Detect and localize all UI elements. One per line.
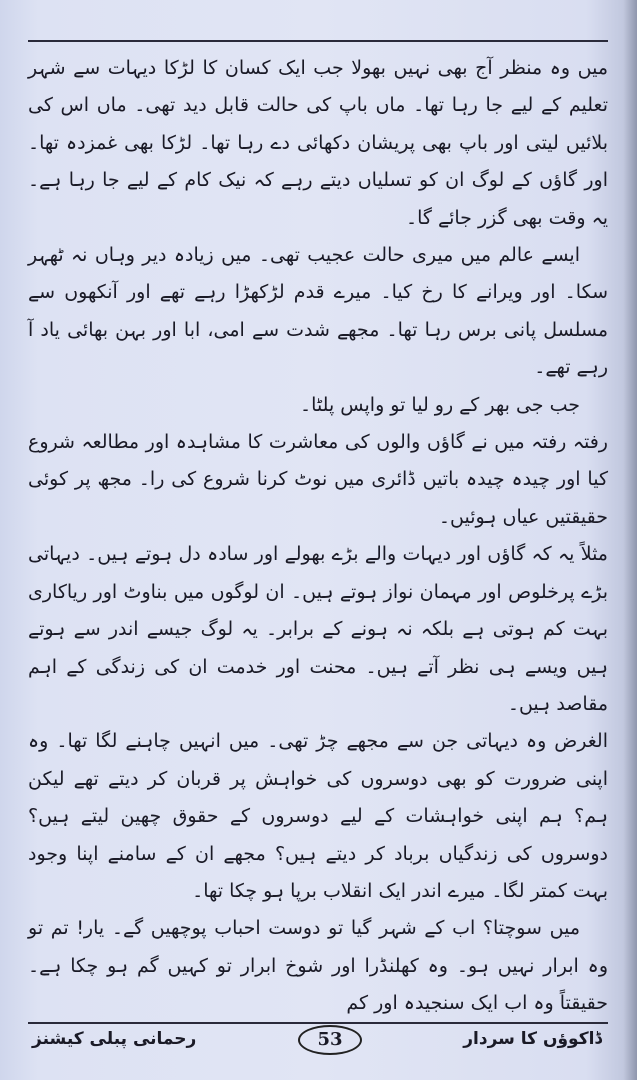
footer-publisher: رحمانی پبلی کیشنز [32,1029,197,1049]
paragraph-3: جب جی بھر کے رو لیا تو واپس پلٹا۔ [300,393,580,416]
header-rule [28,40,608,42]
page-edge [623,0,637,1080]
paragraph-4: رفتہ رفتہ میں نے گاؤں والوں کی معاشرت کا مشاہدہ اور مطالعہ شروع کیا اور چیدہ چیدہ باتیں ڈائری میں نوٹ کرنا شروع کی را۔ مجھ پر کوئی حقیقتیں عیاں ہوئیں۔ [28,431,608,528]
paragraph-1: میں وہ منظر آج بھی نہیں بھولا جب ایک کسان کا لڑکا دیہات سے شہر تعلیم کے لیے جا رہا تھا۔ ماں باپ کی حالت قابل دید تھی۔ ماں اس کی بلائیں لیتی اور باپ بھی پریشان دکھائی دے رہا تھا۔ لڑکا بھی غمزدہ تھا۔ اور گاؤں کے لوگ ان کو تسلیاں دیتے رہے کہ نیک کام کے لیے جا رہا ہے۔ یہ وقت بھی گزر جائے گا۔ [28,57,608,229]
page-body [28,50,608,1023]
footer-book-title: ڈاکوؤں کا سردار [463,1029,602,1049]
paragraph-6: الغرض وہ دیہاتی جن سے مجھے چڑ تھی۔ میں انہیں چاہنے لگا تھا۔ وہ اپنی ضرورت کو بھی دوسروں کی خواہش پر قربان کر دیتے تھے لیکن ہم؟ ہم اپنی خواہشات کے لیے دوسروں کے حقوق چھین لیتے ہیں؟ دوسروں کی زندگیاں برباد کر دیتے ہیں؟ مجھے ان کے سامنے اپنا وجود بہت کمتر لگا۔ میرے اندر ایک انقلاب برپا ہو چکا تھا۔ [28,730,608,902]
paragraph-7: میں سوچتا؟ اب کے شہر گیا تو دوست احباب پوچھیں گے۔ یار! تم تو وہ ابرار نہیں ہو۔ وہ کھلنڈرا اور شوخ ابرار تو کہیں گم ہو چکا ہے۔ حقیقتاً وہ اب ایک سنجیدہ اور کم [28,917,608,1015]
paragraph-5: مثلاً یہ کہ گاؤں اور دیہات والے بڑے بھولے اور سادہ دل ہوتے ہیں۔ دیہاتی بڑے پرخلوص اور مہمان نواز ہوتے ہیں۔ ان لوگوں میں بناوٹ اور ریاکاری بہت کم ہوتی ہے بلکہ نہ ہونے کے برابر۔ یہ لوگ جیسے اندر سے ہوتے ہیں ویسے ہی نظر آتے ہیں۔ محنت اور خدمت ان کی زندگی کے اہم مقاصد ہیں۔ [28,543,608,715]
footer-rule [28,1022,608,1024]
page-footer [28,1025,608,1061]
page-number: 53 [298,1025,362,1055]
paragraph-2: ایسے عالم میں میری حالت عجیب تھی۔ میں زیادہ دیر وہاں نہ ٹھہر سکا۔ اور ویرانے کا رخ کیا۔ میرے قدم لڑکھڑا رہے تھے اور آنکھوں سے مسلسل پانی برس رہا تھا۔ مجھے شدت سے امی، ابا اور بہن بھائی یاد آ رہے تھے۔ [28,244,608,379]
